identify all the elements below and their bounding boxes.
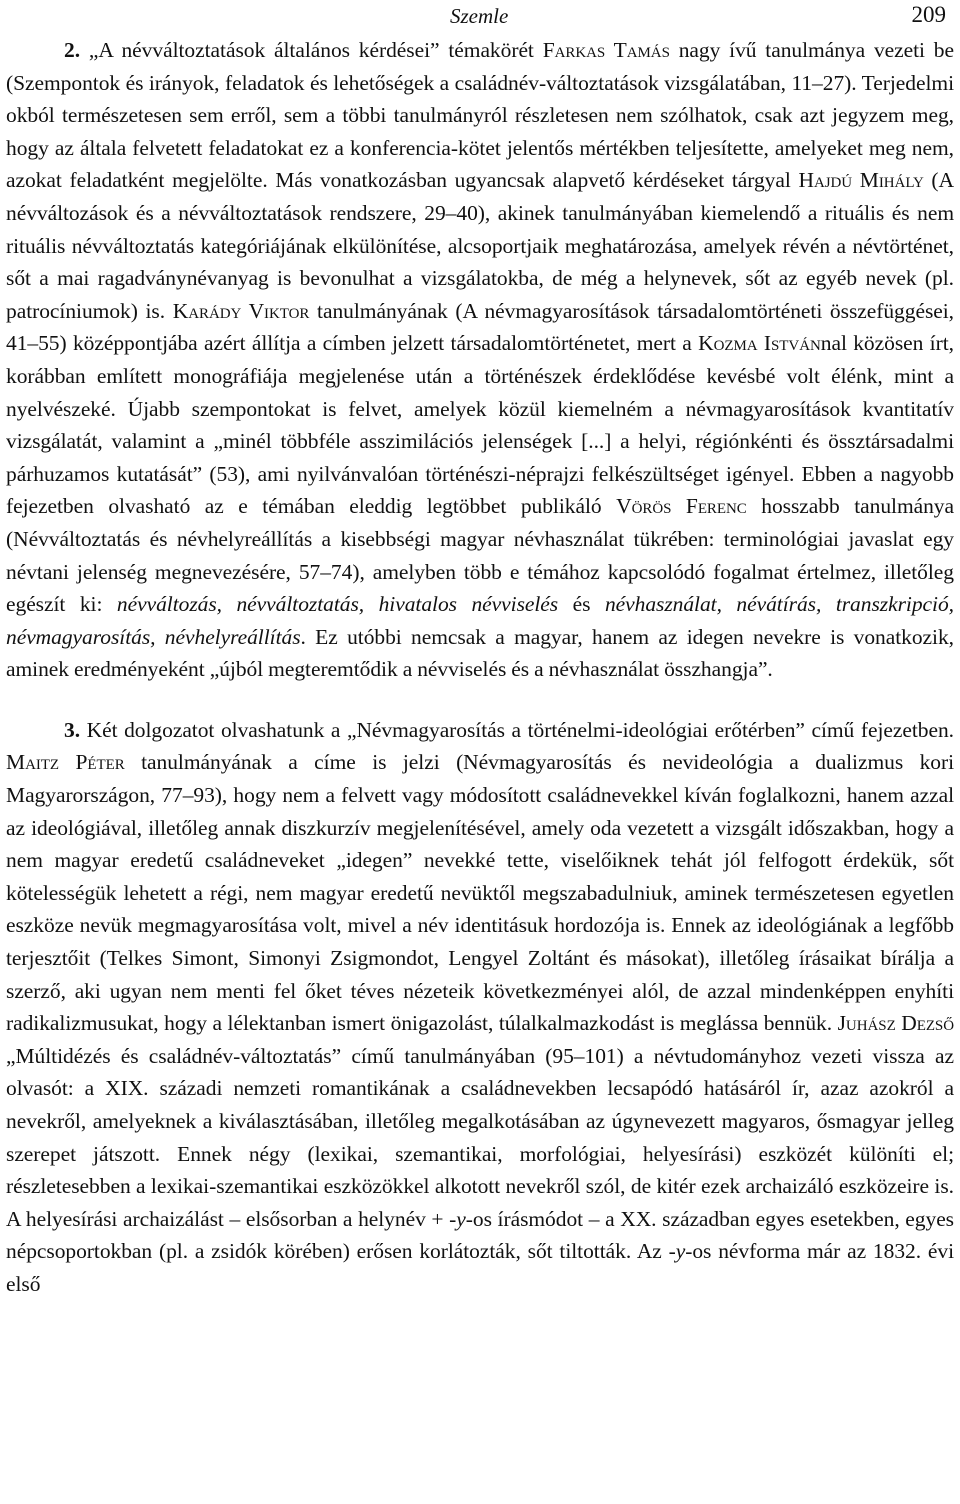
author-name: Juhász Dezső — [837, 1011, 955, 1036]
page-number: 209 — [911, 2, 946, 27]
italic-suffix: -y — [668, 1239, 686, 1264]
author-name: Farkas Tamás — [542, 38, 670, 62]
text-run: . Ez utóbbi nemcsak a magyar, hanem az idegen nevekre is vonatkozik, aminek eredményeként „újból megteremtődik a névviselés és a névhasználat összhangja”. — [6, 624, 954, 682]
text-run: nagy ívű tanulmánya vezeti be (Szempontok és irányok, feladatok és lehetőségek a családnév-változtatások vizsgálatában, 11–27). Terjedelmi okból természetesen sem erről, sem a többi tanulmányról részletesen nem szólhatok, csak azt jegyzem meg, hogy az általa felvetett feladatokat ez a konferencia-kötet jelentős mértékben teljesítette, amelyeket meg nem, azokat feladatként megjelölte. Más vonatkozásban ugyancsak alapvető kérdéseket tárgyal — [6, 38, 954, 193]
text-run: nal közösen írt, korábban említett monográfiája megjelenése után a történészek érdeklődése kevésbé volt élénk, mint a nyelvészeké. Újabb szempontokat is felvet, amelyek közül kiemelném a névmagyarosítások kvantitatív vizsgálatát, valamint a „minél többféle asszimilációs jelenségek [...] a helyi, régiónkénti és össztársadalmi párhuzamos kutatását” (53), ami nyilvánvalóan történészi-néprajzi felkészültséget igényel. Ebben a nagyobb fejezetben olvasható az e témában eleddig legtöbbet publikáló — [6, 331, 954, 519]
author-name: Kozma István — [698, 331, 821, 356]
author-name: Hajdú Mihály — [798, 168, 924, 193]
author-name: Maitz Péter — [6, 750, 125, 775]
text-run: tanulmányának (A névmagyarosítások társadalomtörténeti összefüggései, 41–55) középpontjába azért állítja a címben jelzett társadalomtörténetet, mert a — [6, 298, 955, 356]
text-run: tanulmányának a címe is jelzi (Névmagyarosítás és nevideológia a dualizmus kori Magyarországon, 77–93), hogy nem a felvett vagy módosított családnevekkel kíván foglalkozni, hanem azzal az ideológiával, illetőleg annak diszkurzív megjelenítésével, amely oda vezetett a vizsgált időszakban, hogy a nem magyar eredetű családneveket „idegen” nevekké tette, viselőiknek tehát jól felfogott érdekük, sőt kötelességük lehetett a régi, nem magyar eredetű nevüktől megszabadulniuk, aminek természetesen egyetlen eszköze nevük megmagyarosítása volt, mivel a név identitásuk hordozója is. Ennek az ideológiának a legfőbb terjesztőit (Telkes Simont, Simonyi Zsigmondot, Lengyel Zoltánt és másokat), illetőleg írásaikat bírálja a szerző, aki ugyan nem menti fel őket téves nézeteik következményei alól, de azzal mindenképpen enyhíti radikalizmusukat, hogy a lélektanban ismert önigazolást, túlalkalmazkodást is meglássa bennük. — [6, 750, 955, 1036]
text-run: „A névváltoztatások általános kérdései” témakörét — [80, 38, 543, 62]
page-header — [6, 0, 954, 34]
text-run: -os írásmódot – a XX. században egyes esetekben, egyes népcsoportokban (pl. a zsidók körében) erősen korlátozták, sőt tiltották. Az — [6, 1206, 955, 1264]
section-number-2: 2. — [64, 38, 81, 62]
author-name: Vörös Ferenc — [616, 494, 747, 519]
running-title: Szemle — [450, 4, 509, 28]
text-run: (A névváltozások és a névváltoztatások rendszere, 29–40), akinek tanulmányában kiemelendő a rituális és nem rituális névváltoztatás kategóriájának elkülönítése, alcsoportjaik meghatározása, amelyek révén a névtörténet, sőt a mai ragadványnévanyag is bevonulhat a vizsgálatokba, de még a helynevek, sőt az egyéb nevek (pl. patrocíniumok) is. — [6, 168, 954, 323]
paragraph-2 — [6, 34, 954, 686]
section-number-3: 3. — [64, 717, 81, 742]
paragraph-3 — [6, 714, 954, 1301]
text-run: „Múltidézés és családnév-változtatás” című tanulmányában (95–101) a névtudományhoz vezeti vissza az olvasót: a XIX. századi nemzeti romantikának a családnevekben lecsapódó hatásáról ír, azaz azokról a nevekről, amelyeknek a kiválasztásában, illetőleg megalkotásában az úgynevezett magyaros, ősmagyar jelleg szerepet játszott. Ennek négy (lexikai, szemantikai, morfológiai, helyesírási) eszközét különíti el; részletesebben a lexikai-szemantikai eszközökkel alkotott nevekről szól, de kitér ezek archaizáló eszközeire is. A helyesírási archaizálást – elsősorban a helynév + — [6, 1043, 954, 1231]
text-run: Két dolgozatot olvashatunk a „Névmagyarosítás a történelmi-ideológiai erőtérben” című fejezetben. — [80, 717, 954, 742]
text-run: és — [558, 592, 605, 617]
italic-terms: névhasználat, névátírás, transzkripció, névmagyarosítás, névhelyreállítás — [6, 592, 954, 649]
text-run: -os névforma már az 1832. évi első — [6, 1239, 955, 1296]
italic-terms: névváltozás, névváltoztatás, hivatalos névviselés — [116, 592, 559, 617]
italic-suffix: -y — [449, 1206, 466, 1231]
author-name: Karády Viktor — [172, 298, 310, 323]
text-run: hosszabb tanulmánya (Névváltoztatás és névhelyreállítás a kisebbségi magyar névhasználat tükrében: terminológiai javaslat egy névtani jelenség megnevezésére, 57–74), amelyben több e témához kapcsolódó fogalmat értelmez, illetőleg egészít ki: — [6, 494, 954, 617]
